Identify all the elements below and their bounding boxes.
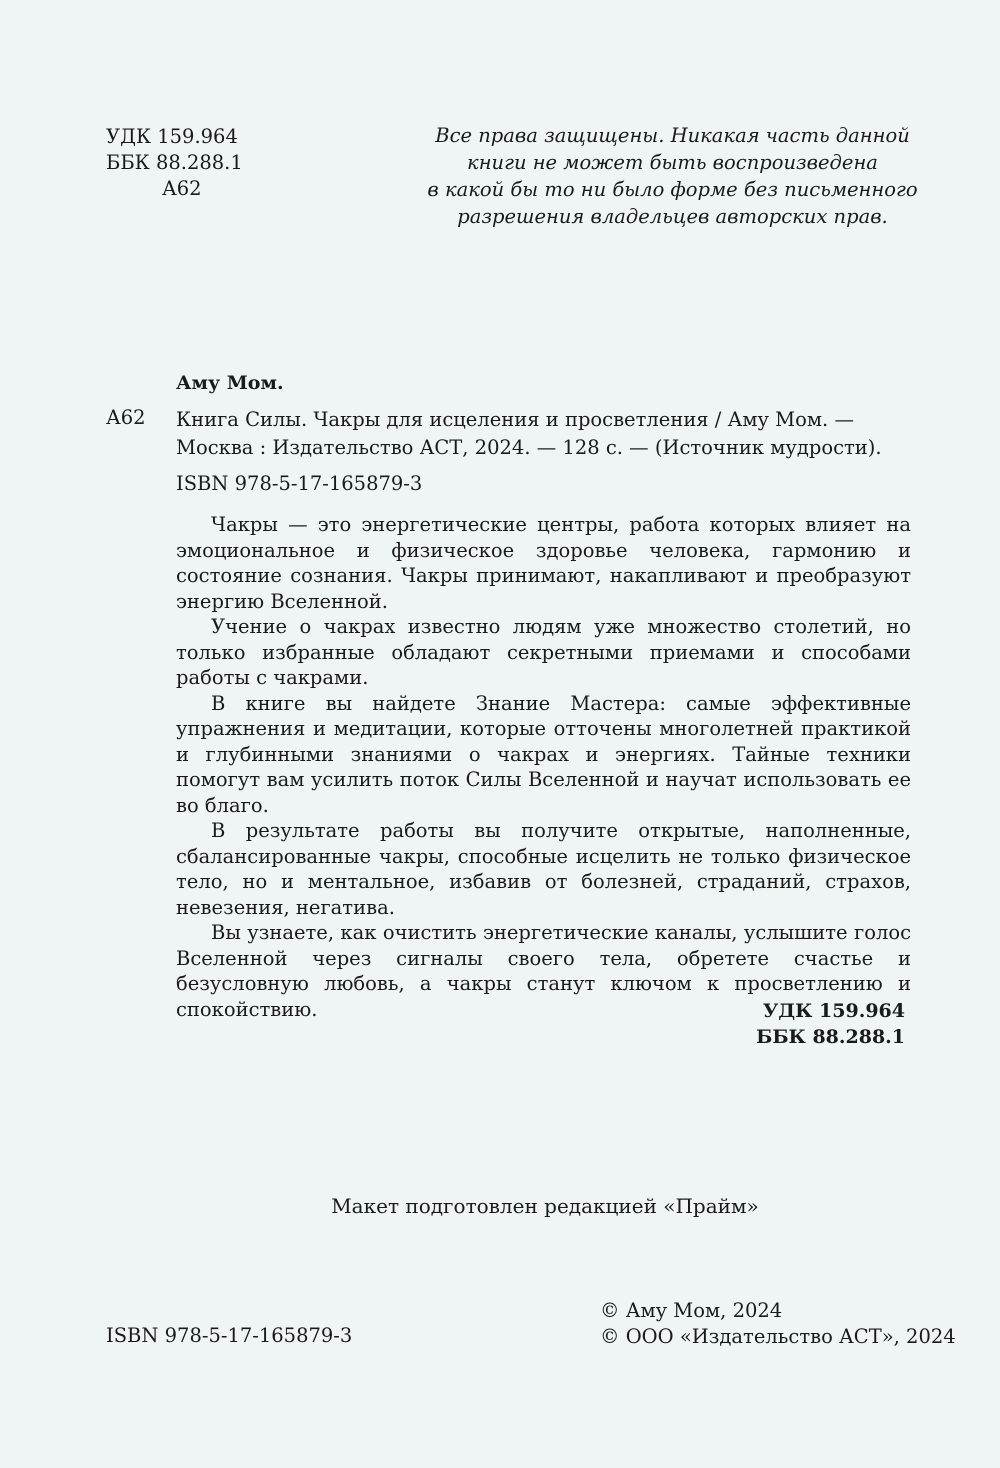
annotation-paragraph: В книге вы найдете Знание Мастера: самые эффективные упражнения и медитации, которые отточены многолетней практикой и глубинными знаниями о чакрах и энергиях. Тайные техники помогут вам усилить поток Силы Вселенной и научат использовать ее во благо. [176,691,911,817]
classification-codes [756,998,905,1050]
rights-notice [420,122,925,230]
udk-code: УДК 159.964 [762,1000,905,1022]
layout-credit: Макет подготовлен редакцией «Прайм» [331,1194,759,1218]
footer-isbn: ISBN 978-5-17-165879-3 [106,1324,353,1347]
copyright-author: © Аму Мом, 2024 [600,1299,783,1322]
bib-line: Книга Силы. Чакры для исцеления и просветления / Аму Мом. — [176,408,854,431]
rights-line: разрешения владельцев авторских прав. [457,205,888,228]
rights-line: в какой бы то ни было форме без письменного [427,178,918,201]
annotation-paragraph: В результате работы вы получите открытые, наполненные, сбалансированные чакры, способные исцелить не только физическое тело, но и ментальное, избавив от болезней, страданий, страхов, невезения, негатива. [176,819,911,919]
rights-line: Все права защищены. Никакая часть данной [435,124,910,147]
bbk-code: ББК 88.288.1 [756,1026,905,1048]
bib-line: Москва : Издательство АСТ, 2024. — 128 с. — (Источник мудрости). [176,436,882,459]
copyright-publisher: © ООО «Издательство АСТ», 2024 [600,1325,956,1348]
rights-line: книги не может быть воспроизведена [467,151,878,174]
bbk-code: ББК 88.288.1 [106,151,243,174]
author-index: А62 [106,406,146,429]
isbn: ISBN 978-5-17-165879-3 [176,472,423,495]
annotation-paragraph: Учение о чакрах известно людям уже множество столетий, но только избранные обладают секретными приемами и способами работы с чакрами. [176,615,911,689]
bibliographic-record [176,406,911,462]
author-name: Аму Мом. [176,372,284,394]
annotation-paragraph: Чакры — это энергетические центры, работа которых влияет на эмоциональное и физическое здоровье человека, гармонию и состояние сознания. Чакры принимают, накапливают и преобразуют энергию Вселенной. [176,513,911,613]
copyright-block [600,1298,956,1350]
annotation [176,512,911,1022]
catalog-codes [106,124,243,202]
author-sign: А62 [162,177,202,200]
annotation-paragraph: Вы узнаете, как очистить энергетические каналы, услышите голос Вселенной через сигналы своего тела, обретете счастье и безусловную любовь, а чакры станут ключом к просветлению и спокойствию. [176,921,911,1021]
udk-code: УДК 159.964 [106,125,238,148]
